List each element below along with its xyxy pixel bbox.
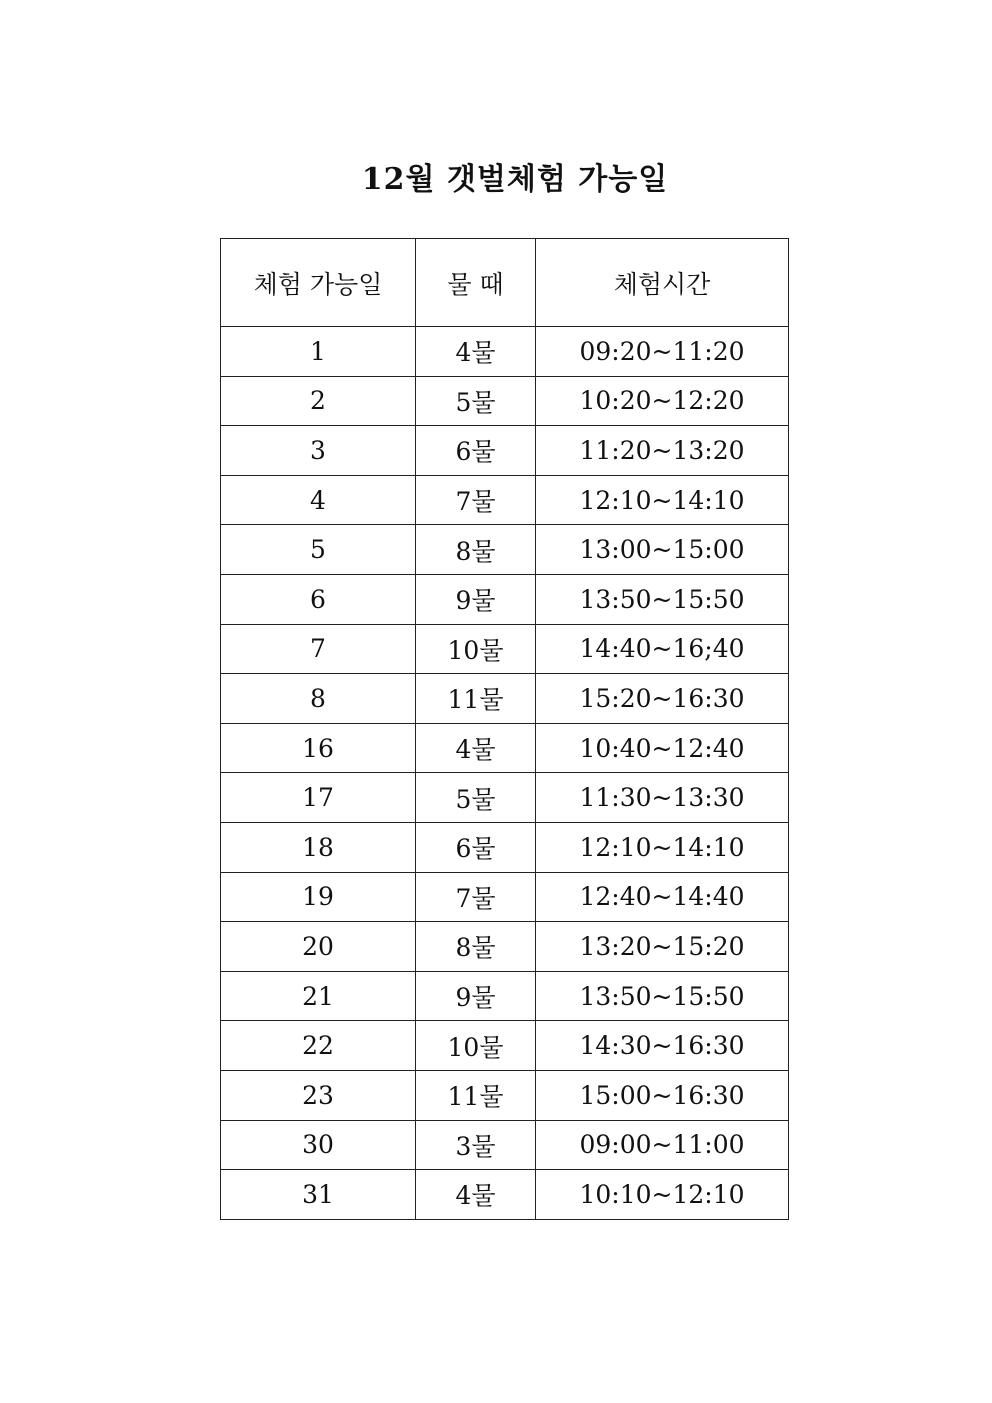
cell-time: 14:40~16;40 — [536, 624, 789, 674]
cell-time: 10:20~12:20 — [536, 376, 789, 426]
cell-time: 09:20~11:20 — [536, 327, 789, 377]
table-row — [221, 1070, 789, 1120]
cell-time: 15:00~16:30 — [536, 1070, 789, 1120]
header-experience-time: 체험시간 — [536, 239, 789, 327]
cell-tide: 10물 — [416, 624, 536, 674]
table-row — [221, 525, 789, 575]
cell-time: 12:40~14:40 — [536, 872, 789, 922]
cell-time: 10:40~12:40 — [536, 723, 789, 773]
cell-tide: 9물 — [416, 574, 536, 624]
cell-tide: 10물 — [416, 1021, 536, 1071]
schedule-table-body — [221, 327, 789, 1220]
cell-time: 14:30~16:30 — [536, 1021, 789, 1071]
cell-time: 11:30~13:30 — [536, 773, 789, 823]
cell-time: 15:20~16:30 — [536, 674, 789, 724]
cell-day: 16 — [221, 723, 416, 773]
cell-tide: 5물 — [416, 773, 536, 823]
cell-tide: 9물 — [416, 971, 536, 1021]
cell-time: 13:50~15:50 — [536, 574, 789, 624]
table-row — [221, 327, 789, 377]
cell-tide: 4물 — [416, 1170, 536, 1220]
cell-day: 5 — [221, 525, 416, 575]
table-row — [221, 822, 789, 872]
cell-time: 09:00~11:00 — [536, 1120, 789, 1170]
table-row — [221, 922, 789, 972]
header-tide: 물 때 — [416, 239, 536, 327]
cell-tide: 7물 — [416, 872, 536, 922]
cell-day: 19 — [221, 872, 416, 922]
cell-time: 12:10~14:10 — [536, 822, 789, 872]
cell-day: 8 — [221, 674, 416, 724]
cell-tide: 4물 — [416, 723, 536, 773]
cell-time: 11:20~13:20 — [536, 426, 789, 476]
schedule-table — [220, 238, 789, 1220]
table-row — [221, 1170, 789, 1220]
cell-day: 18 — [221, 822, 416, 872]
table-row — [221, 971, 789, 1021]
page-title: 12월 갯벌체험 가능일 — [361, 162, 669, 197]
cell-day: 23 — [221, 1070, 416, 1120]
cell-day: 4 — [221, 475, 416, 525]
cell-time: 13:20~15:20 — [536, 922, 789, 972]
cell-day: 21 — [221, 971, 416, 1021]
cell-time: 12:10~14:10 — [536, 475, 789, 525]
table-row — [221, 872, 789, 922]
header-available-day: 체험 가능일 — [221, 239, 416, 327]
table-row — [221, 624, 789, 674]
cell-day: 6 — [221, 574, 416, 624]
cell-day: 7 — [221, 624, 416, 674]
table-row — [221, 1120, 789, 1170]
cell-tide: 7물 — [416, 475, 536, 525]
cell-tide: 5물 — [416, 376, 536, 426]
cell-tide: 8물 — [416, 922, 536, 972]
table-row — [221, 376, 789, 426]
table-row — [221, 674, 789, 724]
cell-day: 31 — [221, 1170, 416, 1220]
cell-day: 20 — [221, 922, 416, 972]
cell-tide: 6물 — [416, 426, 536, 476]
cell-day: 2 — [221, 376, 416, 426]
table-row — [221, 1021, 789, 1071]
table-row — [221, 574, 789, 624]
cell-tide: 3물 — [416, 1120, 536, 1170]
cell-tide: 11물 — [416, 674, 536, 724]
cell-day: 1 — [221, 327, 416, 377]
table-row — [221, 773, 789, 823]
table-header-row — [221, 239, 789, 327]
cell-tide: 11물 — [416, 1070, 536, 1120]
table-row — [221, 426, 789, 476]
cell-day: 30 — [221, 1120, 416, 1170]
cell-tide: 4물 — [416, 327, 536, 377]
cell-day: 22 — [221, 1021, 416, 1071]
cell-day: 17 — [221, 773, 416, 823]
cell-time: 13:50~15:50 — [536, 971, 789, 1021]
cell-time: 10:10~12:10 — [536, 1170, 789, 1220]
cell-tide: 8물 — [416, 525, 536, 575]
table-row — [221, 723, 789, 773]
cell-day: 3 — [221, 426, 416, 476]
cell-tide: 6물 — [416, 822, 536, 872]
cell-time: 13:00~15:00 — [536, 525, 789, 575]
table-row — [221, 475, 789, 525]
